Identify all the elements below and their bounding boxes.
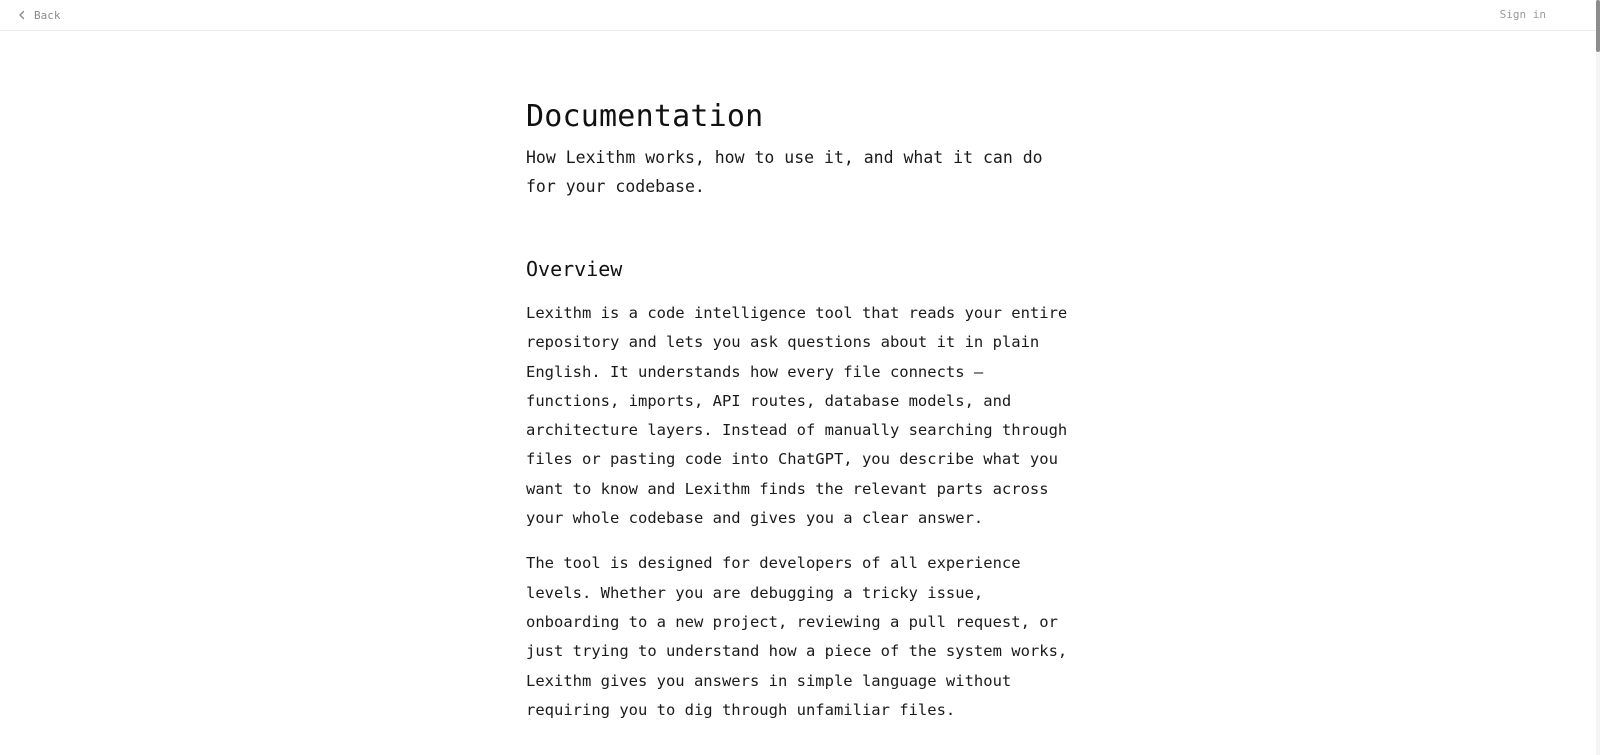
- doc-content: [526, 96, 1071, 725]
- section-heading: Overview: [526, 257, 623, 281]
- back-button[interactable]: [18, 6, 61, 24]
- page-subtitle: How Lexithm works, how to use it, and what it can do for your codebase.: [526, 148, 1043, 196]
- paragraph: The tool is designed for developers of all experience levels. Whether you are debugging a tricky issue, onboarding to a new project, reviewing a pull request, or just trying to understand how a piece of the system works, Lexithm gives you answers in simple language without requiring you to dig through unfamiliar files.: [526, 554, 1068, 719]
- top-bar: [0, 0, 1596, 31]
- sign-in-link[interactable]: Sign in: [1499, 8, 1546, 21]
- page-title: Documentation: [526, 99, 764, 134]
- paragraph: Lexithm is a code intelligence tool that reads your entire repository and lets you ask questions about it in plain English. It understands how every file connects — functions, imports, API routes, database models, and architecture layers. Instead of manually searching through files or pasting code into ChatGPT, you describe what you want to know and Lexithm finds the relevant parts across your whole codebase and gives you a clear answer.: [526, 304, 1068, 528]
- chevron-left-icon: [18, 10, 26, 20]
- scrollbar-thumb[interactable]: [1596, 0, 1600, 52]
- scrollbar[interactable]: [1596, 0, 1600, 755]
- section-overview: [526, 255, 1071, 725]
- back-button-label: Back: [34, 8, 61, 22]
